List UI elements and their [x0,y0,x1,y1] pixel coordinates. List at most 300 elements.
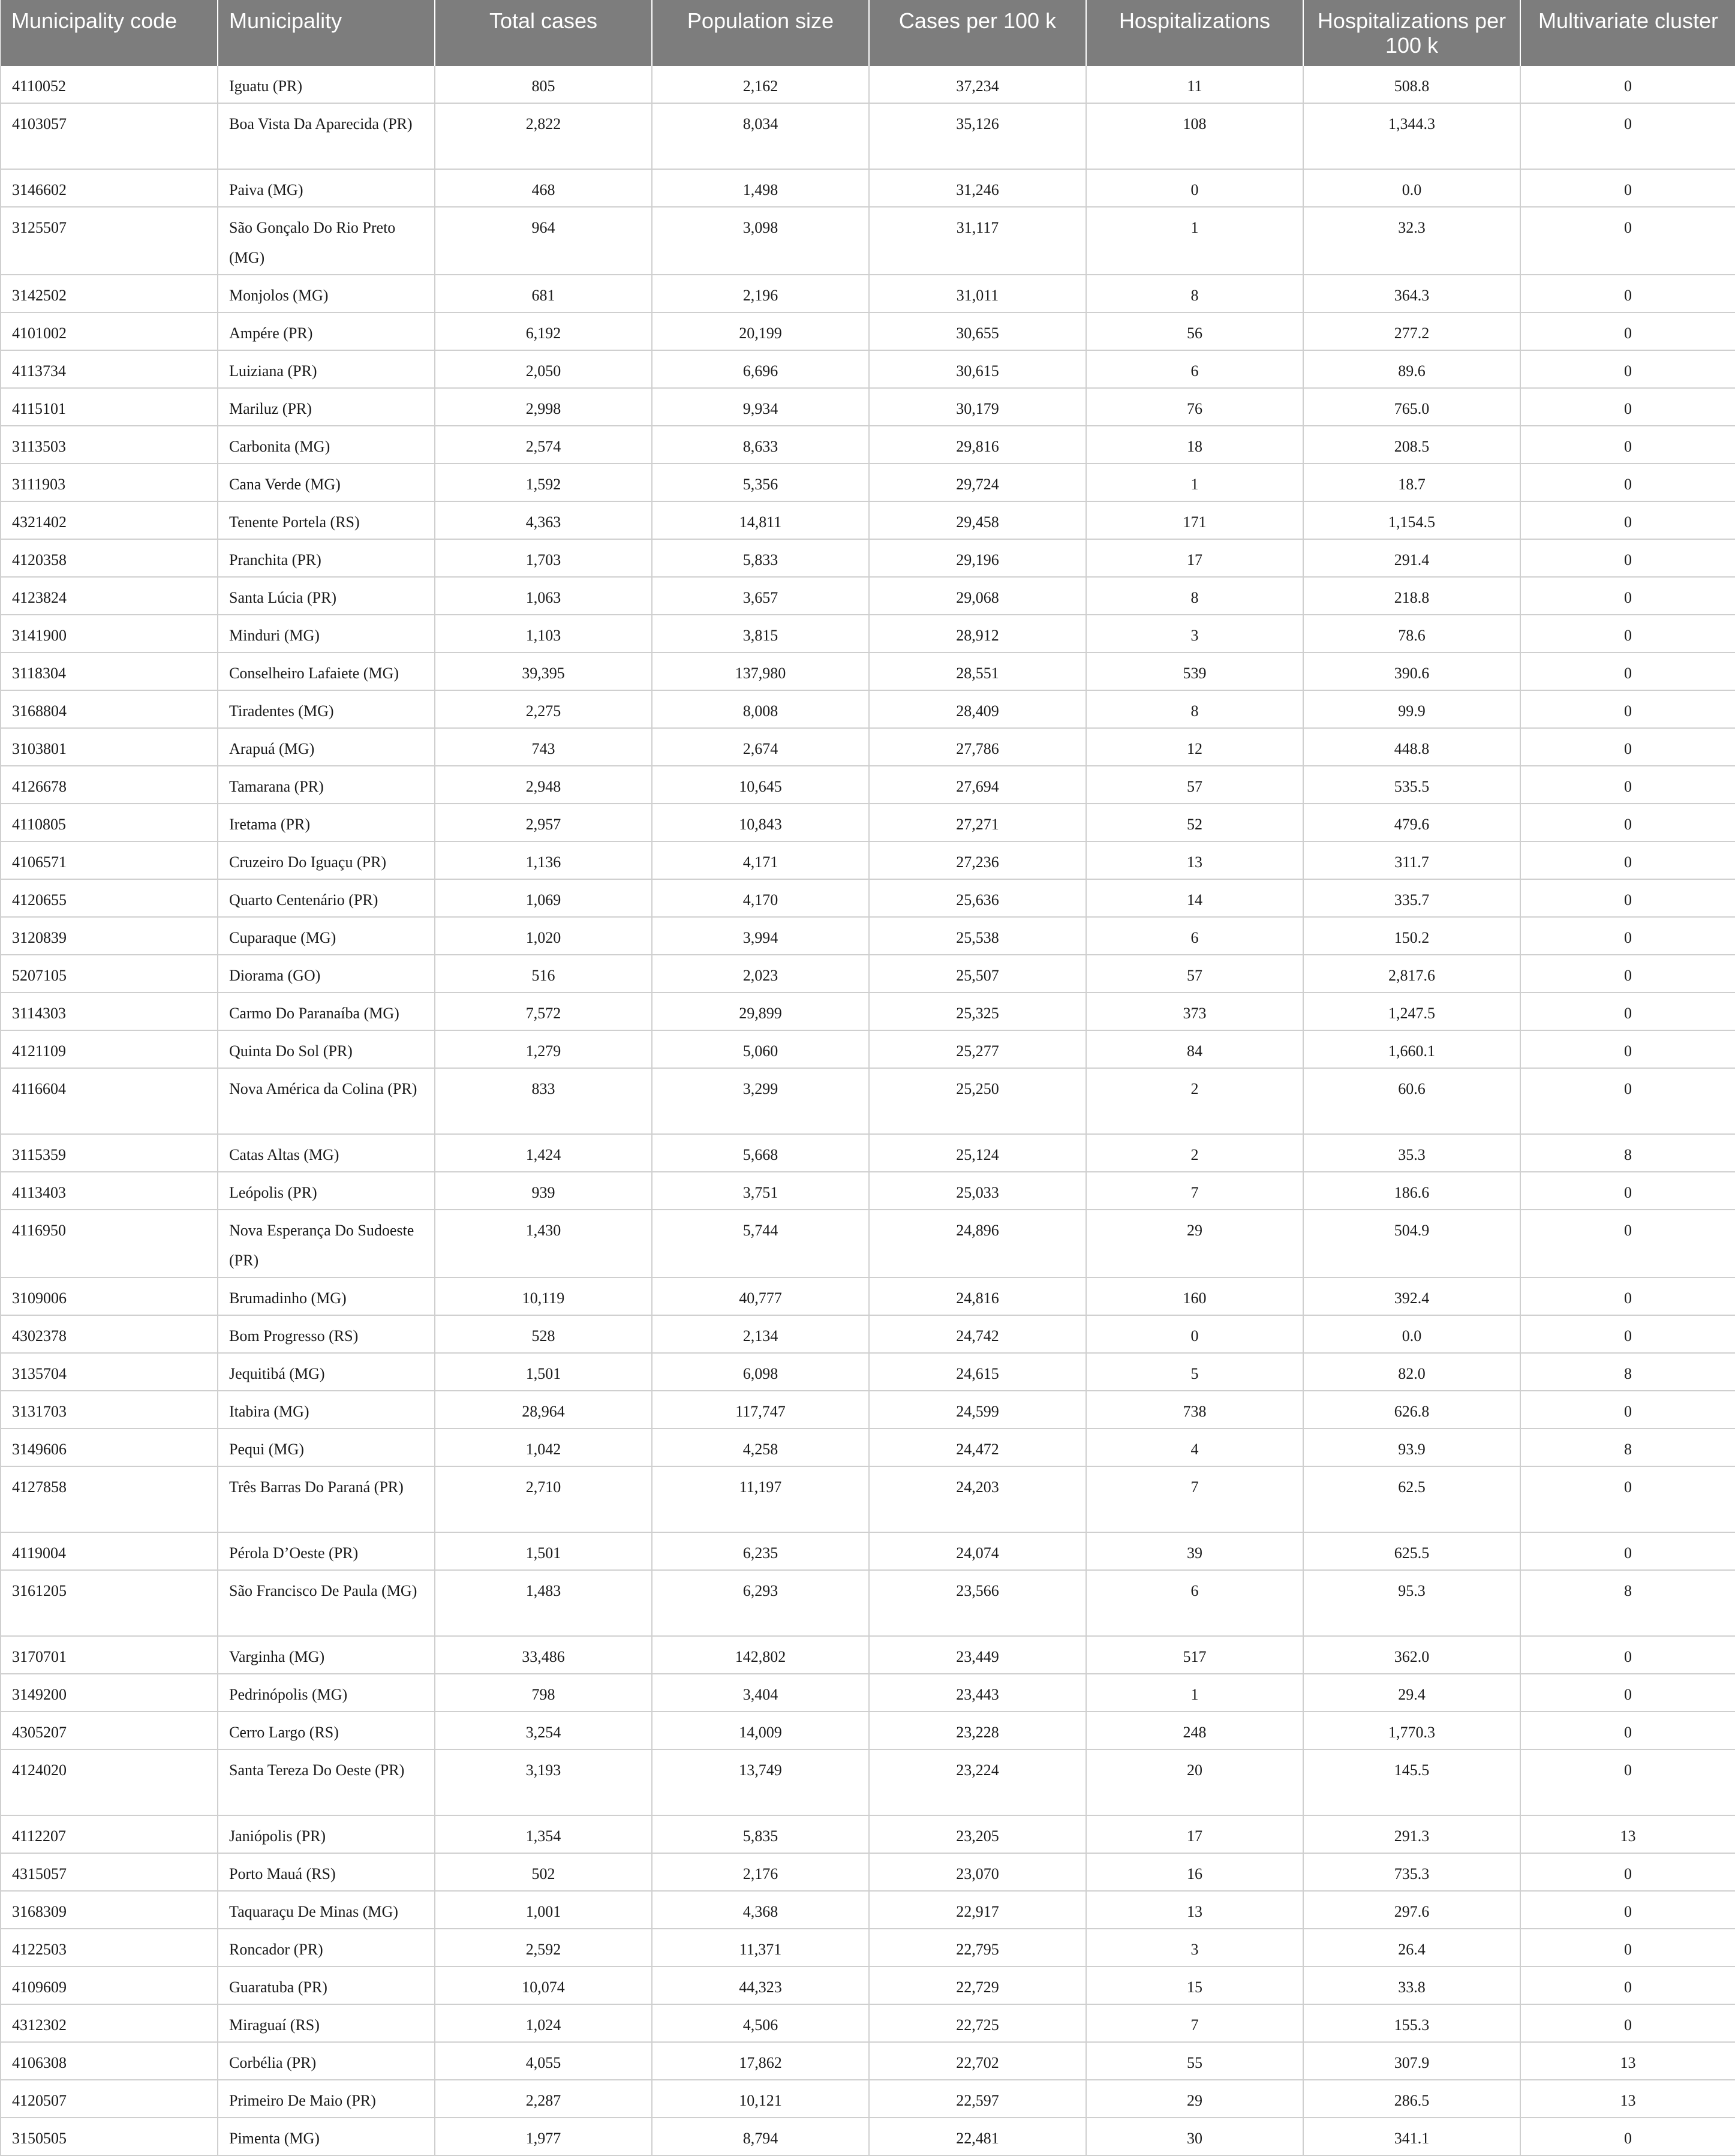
hospitalizations-cell: 11 [1086,66,1303,103]
hospitalizations-per-100k-cell: 99.9 [1303,690,1520,728]
multivariate-cluster-cell: 0 [1520,501,1735,539]
table-row [1,464,1735,501]
hospitalizations-per-100k-cell: 186.6 [1303,1172,1520,1210]
total-cases-cell: 2,957 [435,804,652,841]
cases-per-100k-cell: 22,917 [869,1891,1086,1929]
municipality-cell: Nova Esperança Do Sudoeste (PR) [218,1210,435,1277]
hospitalizations-cell: 2 [1086,1134,1303,1172]
multivariate-cluster-cell: 0 [1520,103,1735,169]
multivariate-cluster-cell: 0 [1520,350,1735,388]
cases-per-100k-cell: 31,246 [869,169,1086,207]
cases-per-100k-cell: 30,179 [869,388,1086,426]
population-size-cell: 6,293 [652,1570,869,1636]
cases-per-100k-cell: 23,566 [869,1570,1086,1636]
cases-per-100k-cell: 23,205 [869,1815,1086,1853]
municipality-code-cell: 3113503 [1,426,218,464]
multivariate-cluster-cell: 0 [1520,207,1735,275]
hospitalizations-cell: 539 [1086,652,1303,690]
hospitalizations-cell: 517 [1086,1636,1303,1674]
table-row [1,2080,1735,2118]
municipality-cell: Boa Vista Da Aparecida (PR) [218,103,435,169]
municipality-cell: Ampére (PR) [218,312,435,350]
population-size-cell: 40,777 [652,1277,869,1315]
multivariate-cluster-cell: 0 [1520,1315,1735,1353]
municipality-code-cell: 3135704 [1,1353,218,1391]
hospitalizations-cell: 15 [1086,1966,1303,2004]
hospitalizations-per-100k-cell: 335.7 [1303,879,1520,917]
total-cases-cell: 2,287 [435,2080,652,2118]
multivariate-cluster-cell: 0 [1520,728,1735,766]
hospitalizations-cell: 20 [1086,1749,1303,1815]
total-cases-cell: 1,063 [435,577,652,615]
header-municipality-code: Municipality code [1,0,218,66]
municipality-code-cell: 4305207 [1,1712,218,1749]
multivariate-cluster-cell: 0 [1520,1030,1735,1068]
total-cases-cell: 39,395 [435,652,652,690]
municipality-code-cell: 4302378 [1,1315,218,1353]
population-size-cell: 4,368 [652,1891,869,1929]
table-row [1,879,1735,917]
hospitalizations-per-100k-cell: 35.3 [1303,1134,1520,1172]
total-cases-cell: 2,275 [435,690,652,728]
hospitalizations-per-100k-cell: 60.6 [1303,1068,1520,1134]
total-cases-cell: 516 [435,955,652,993]
table-row [1,1391,1735,1429]
municipality-code-cell: 3141900 [1,615,218,652]
header-row [1,0,1735,66]
hospitalizations-cell: 160 [1086,1277,1303,1315]
total-cases-cell: 1,024 [435,2004,652,2042]
population-size-cell: 6,098 [652,1353,869,1391]
municipality-cell: Minduri (MG) [218,615,435,652]
cases-per-100k-cell: 25,538 [869,917,1086,955]
municipality-code-cell: 4106571 [1,841,218,879]
hospitalizations-cell: 57 [1086,766,1303,804]
table-header [1,0,1735,66]
hospitalizations-per-100k-cell: 307.9 [1303,2042,1520,2080]
population-size-cell: 10,121 [652,2080,869,2118]
population-size-cell: 11,197 [652,1466,869,1532]
table-row [1,1172,1735,1210]
municipality-code-cell: 4110805 [1,804,218,841]
total-cases-cell: 28,964 [435,1391,652,1429]
hospitalizations-cell: 3 [1086,1929,1303,1966]
table-row [1,1674,1735,1712]
hospitalizations-per-100k-cell: 504.9 [1303,1210,1520,1277]
cases-per-100k-cell: 23,443 [869,1674,1086,1712]
multivariate-cluster-cell: 13 [1520,2042,1735,2080]
multivariate-cluster-cell: 0 [1520,1891,1735,1929]
table-row [1,728,1735,766]
cases-per-100k-cell: 31,117 [869,207,1086,275]
municipality-cell: Iguatu (PR) [218,66,435,103]
multivariate-cluster-cell: 0 [1520,312,1735,350]
total-cases-cell: 502 [435,1853,652,1891]
hospitalizations-per-100k-cell: 0.0 [1303,169,1520,207]
municipality-code-cell: 4127858 [1,1466,218,1532]
municipality-code-cell: 3170701 [1,1636,218,1674]
multivariate-cluster-cell: 0 [1520,766,1735,804]
table-body [1,66,1735,2155]
total-cases-cell: 2,574 [435,426,652,464]
population-size-cell: 14,811 [652,501,869,539]
municipality-code-cell: 4115101 [1,388,218,426]
hospitalizations-cell: 30 [1086,2118,1303,2155]
multivariate-cluster-cell: 0 [1520,2004,1735,2042]
header-hospitalizations: Hospitalizations [1086,0,1303,66]
municipality-cell: Bom Progresso (RS) [218,1315,435,1353]
total-cases-cell: 33,486 [435,1636,652,1674]
total-cases-cell: 6,192 [435,312,652,350]
municipality-cell: Catas Altas (MG) [218,1134,435,1172]
total-cases-cell: 2,822 [435,103,652,169]
multivariate-cluster-cell: 0 [1520,1068,1735,1134]
hospitalizations-cell: 52 [1086,804,1303,841]
total-cases-cell: 1,703 [435,539,652,577]
cases-per-100k-cell: 22,725 [869,2004,1086,2042]
population-size-cell: 5,060 [652,1030,869,1068]
hospitalizations-cell: 4 [1086,1429,1303,1466]
hospitalizations-cell: 56 [1086,312,1303,350]
table-row [1,1929,1735,1966]
table-row [1,2042,1735,2080]
total-cases-cell: 4,055 [435,2042,652,2080]
hospitalizations-per-100k-cell: 364.3 [1303,275,1520,312]
hospitalizations-per-100k-cell: 277.2 [1303,312,1520,350]
population-size-cell: 8,794 [652,2118,869,2155]
hospitalizations-per-100k-cell: 29.4 [1303,1674,1520,1712]
hospitalizations-per-100k-cell: 145.5 [1303,1749,1520,1815]
population-size-cell: 4,171 [652,841,869,879]
hospitalizations-cell: 18 [1086,426,1303,464]
population-size-cell: 1,498 [652,169,869,207]
population-size-cell: 8,008 [652,690,869,728]
total-cases-cell: 1,069 [435,879,652,917]
municipality-code-cell: 4112207 [1,1815,218,1853]
hospitalizations-per-100k-cell: 93.9 [1303,1429,1520,1466]
cases-per-100k-cell: 24,816 [869,1277,1086,1315]
table-row [1,275,1735,312]
hospitalizations-cell: 171 [1086,501,1303,539]
municipality-cell: Quinta Do Sol (PR) [218,1030,435,1068]
multivariate-cluster-cell: 0 [1520,1532,1735,1570]
cases-per-100k-cell: 23,070 [869,1853,1086,1891]
municipality-cell: Corbélia (PR) [218,2042,435,2080]
multivariate-cluster-cell: 0 [1520,2118,1735,2155]
municipality-code-cell: 3111903 [1,464,218,501]
population-size-cell: 10,645 [652,766,869,804]
multivariate-cluster-cell: 0 [1520,464,1735,501]
header-hospitalizations-per-100k: Hospitalizations per 100 k [1303,0,1520,66]
hospitalizations-cell: 14 [1086,879,1303,917]
hospitalizations-per-100k-cell: 1,770.3 [1303,1712,1520,1749]
cases-per-100k-cell: 29,068 [869,577,1086,615]
multivariate-cluster-cell: 0 [1520,577,1735,615]
table-row [1,350,1735,388]
hospitalizations-cell: 57 [1086,955,1303,993]
hospitalizations-per-100k-cell: 218.8 [1303,577,1520,615]
cases-per-100k-cell: 29,196 [869,539,1086,577]
hospitalizations-per-100k-cell: 625.5 [1303,1532,1520,1570]
hospitalizations-cell: 76 [1086,388,1303,426]
cases-per-100k-cell: 22,795 [869,1929,1086,1966]
population-size-cell: 4,170 [652,879,869,917]
total-cases-cell: 1,977 [435,2118,652,2155]
municipality-code-cell: 3120839 [1,917,218,955]
multivariate-cluster-cell: 0 [1520,426,1735,464]
total-cases-cell: 3,193 [435,1749,652,1815]
municipality-cell: Cuparaque (MG) [218,917,435,955]
hospitalizations-per-100k-cell: 155.3 [1303,2004,1520,2042]
multivariate-cluster-cell: 8 [1520,1353,1735,1391]
total-cases-cell: 2,948 [435,766,652,804]
municipality-code-cell: 4116604 [1,1068,218,1134]
municipality-code-cell: 4120655 [1,879,218,917]
multivariate-cluster-cell: 0 [1520,615,1735,652]
multivariate-cluster-cell: 0 [1520,1749,1735,1815]
hospitalizations-cell: 13 [1086,1891,1303,1929]
municipality-code-cell: 4124020 [1,1749,218,1815]
hospitalizations-per-100k-cell: 362.0 [1303,1636,1520,1674]
population-size-cell: 3,815 [652,615,869,652]
municipality-code-cell: 3115359 [1,1134,218,1172]
table-row [1,1353,1735,1391]
cases-per-100k-cell: 28,912 [869,615,1086,652]
header-multivariate-cluster: Multivariate cluster [1520,0,1735,66]
multivariate-cluster-cell: 0 [1520,1929,1735,1966]
municipality-cell: Tamarana (PR) [218,766,435,804]
table-row [1,1030,1735,1068]
total-cases-cell: 805 [435,66,652,103]
cases-per-100k-cell: 22,597 [869,2080,1086,2118]
municipality-code-cell: 3125507 [1,207,218,275]
table-row [1,917,1735,955]
population-size-cell: 2,023 [652,955,869,993]
total-cases-cell: 2,592 [435,1929,652,1966]
cases-per-100k-cell: 35,126 [869,103,1086,169]
multivariate-cluster-cell: 0 [1520,1966,1735,2004]
total-cases-cell: 1,279 [435,1030,652,1068]
municipality-code-cell: 4113403 [1,1172,218,1210]
hospitalizations-cell: 12 [1086,728,1303,766]
hospitalizations-cell: 17 [1086,1815,1303,1853]
header-population-size: Population size [652,0,869,66]
hospitalizations-cell: 84 [1086,1030,1303,1068]
total-cases-cell: 939 [435,1172,652,1210]
cases-per-100k-cell: 29,458 [869,501,1086,539]
hospitalizations-cell: 2 [1086,1068,1303,1134]
municipality-cell: Tiradentes (MG) [218,690,435,728]
cases-per-100k-cell: 24,472 [869,1429,1086,1466]
hospitalizations-per-100k-cell: 297.6 [1303,1891,1520,1929]
hospitalizations-cell: 29 [1086,2080,1303,2118]
cases-per-100k-cell: 27,786 [869,728,1086,766]
hospitalizations-cell: 6 [1086,1570,1303,1636]
hospitalizations-cell: 248 [1086,1712,1303,1749]
table-row [1,1853,1735,1891]
cases-per-100k-cell: 28,551 [869,652,1086,690]
municipality-code-cell: 3118304 [1,652,218,690]
table-row [1,804,1735,841]
cases-per-100k-cell: 25,325 [869,993,1086,1030]
total-cases-cell: 1,501 [435,1353,652,1391]
municipality-cell: Mariluz (PR) [218,388,435,426]
municipality-code-cell: 4109609 [1,1966,218,2004]
cases-per-100k-cell: 24,742 [869,1315,1086,1353]
multivariate-cluster-cell: 0 [1520,804,1735,841]
hospitalizations-cell: 13 [1086,841,1303,879]
hospitalizations-cell: 16 [1086,1853,1303,1891]
table-row [1,1210,1735,1277]
municipality-code-cell: 3149606 [1,1429,218,1466]
municipality-code-cell: 3103801 [1,728,218,766]
hospitalizations-per-100k-cell: 0.0 [1303,1315,1520,1353]
municipality-cell: São Gonçalo Do Rio Preto (MG) [218,207,435,275]
table-row [1,1466,1735,1532]
municipality-cell: Carbonita (MG) [218,426,435,464]
table-row [1,577,1735,615]
header-total-cases: Total cases [435,0,652,66]
hospitalizations-per-100k-cell: 2,817.6 [1303,955,1520,993]
municipality-cell: Monjolos (MG) [218,275,435,312]
cases-per-100k-cell: 31,011 [869,275,1086,312]
cases-per-100k-cell: 22,729 [869,1966,1086,2004]
multivariate-cluster-cell: 8 [1520,1134,1735,1172]
header-municipality: Municipality [218,0,435,66]
table-row [1,207,1735,275]
population-size-cell: 2,196 [652,275,869,312]
table-row [1,501,1735,539]
population-size-cell: 117,747 [652,1391,869,1429]
multivariate-cluster-cell: 0 [1520,66,1735,103]
municipality-code-cell: 3146602 [1,169,218,207]
hospitalizations-per-100k-cell: 82.0 [1303,1353,1520,1391]
population-size-cell: 2,176 [652,1853,869,1891]
hospitalizations-per-100k-cell: 390.6 [1303,652,1520,690]
multivariate-cluster-cell: 0 [1520,879,1735,917]
total-cases-cell: 1,592 [435,464,652,501]
hospitalizations-cell: 39 [1086,1532,1303,1570]
table-row [1,1570,1735,1636]
cases-per-100k-cell: 29,724 [869,464,1086,501]
hospitalizations-cell: 8 [1086,275,1303,312]
total-cases-cell: 528 [435,1315,652,1353]
cases-per-100k-cell: 30,655 [869,312,1086,350]
total-cases-cell: 1,430 [435,1210,652,1277]
hospitalizations-cell: 373 [1086,993,1303,1030]
table-row [1,312,1735,350]
multivariate-cluster-cell: 0 [1520,1277,1735,1315]
cases-per-100k-cell: 23,228 [869,1712,1086,1749]
hospitalizations-per-100k-cell: 18.7 [1303,464,1520,501]
population-size-cell: 9,934 [652,388,869,426]
population-size-cell: 5,668 [652,1134,869,1172]
hospitalizations-cell: 0 [1086,169,1303,207]
population-size-cell: 14,009 [652,1712,869,1749]
hospitalizations-per-100k-cell: 78.6 [1303,615,1520,652]
municipality-code-cell: 4312302 [1,2004,218,2042]
hospitalizations-per-100k-cell: 626.8 [1303,1391,1520,1429]
population-size-cell: 6,235 [652,1532,869,1570]
hospitalizations-cell: 3 [1086,615,1303,652]
population-size-cell: 6,696 [652,350,869,388]
total-cases-cell: 1,483 [435,1570,652,1636]
multivariate-cluster-cell: 0 [1520,1853,1735,1891]
total-cases-cell: 1,103 [435,615,652,652]
municipality-cell: Guaratuba (PR) [218,1966,435,2004]
municipality-code-cell: 4120507 [1,2080,218,2118]
hospitalizations-cell: 17 [1086,539,1303,577]
table-row [1,1815,1735,1853]
total-cases-cell: 1,020 [435,917,652,955]
municipality-code-cell: 4120358 [1,539,218,577]
total-cases-cell: 2,998 [435,388,652,426]
hospitalizations-per-100k-cell: 535.5 [1303,766,1520,804]
hospitalizations-per-100k-cell: 1,154.5 [1303,501,1520,539]
table-row [1,1636,1735,1674]
cases-per-100k-cell: 24,203 [869,1466,1086,1532]
hospitalizations-cell: 8 [1086,577,1303,615]
hospitalizations-cell: 7 [1086,1172,1303,1210]
municipality-cell: Carmo Do Paranaíba (MG) [218,993,435,1030]
population-size-cell: 137,980 [652,652,869,690]
population-size-cell: 3,994 [652,917,869,955]
table-row [1,388,1735,426]
population-size-cell: 4,506 [652,2004,869,2042]
municipality-cell: Cruzeiro Do Iguaçu (PR) [218,841,435,879]
total-cases-cell: 468 [435,169,652,207]
multivariate-cluster-cell: 0 [1520,1210,1735,1277]
hospitalizations-per-100k-cell: 95.3 [1303,1570,1520,1636]
total-cases-cell: 2,050 [435,350,652,388]
cases-per-100k-cell: 25,033 [869,1172,1086,1210]
municipality-code-cell: 3131703 [1,1391,218,1429]
population-size-cell: 20,199 [652,312,869,350]
municipality-cell: Pedrinópolis (MG) [218,1674,435,1712]
cases-per-100k-cell: 24,599 [869,1391,1086,1429]
population-size-cell: 10,843 [652,804,869,841]
hospitalizations-cell: 8 [1086,690,1303,728]
municipality-code-cell: 4315057 [1,1853,218,1891]
cases-per-100k-cell: 25,636 [869,879,1086,917]
total-cases-cell: 1,001 [435,1891,652,1929]
multivariate-cluster-cell: 8 [1520,1570,1735,1636]
total-cases-cell: 798 [435,1674,652,1712]
total-cases-cell: 743 [435,728,652,766]
municipality-code-cell: 4101002 [1,312,218,350]
table-row [1,1966,1735,2004]
total-cases-cell: 10,074 [435,1966,652,2004]
cases-per-100k-cell: 22,702 [869,2042,1086,2080]
multivariate-cluster-cell: 0 [1520,1712,1735,1749]
cases-per-100k-cell: 27,236 [869,841,1086,879]
municipality-cell: Pérola D’Oeste (PR) [218,1532,435,1570]
hospitalizations-cell: 29 [1086,1210,1303,1277]
total-cases-cell: 7,572 [435,993,652,1030]
cases-per-100k-cell: 24,896 [869,1210,1086,1277]
hospitalizations-per-100k-cell: 208.5 [1303,426,1520,464]
table-row [1,1134,1735,1172]
hospitalizations-per-100k-cell: 392.4 [1303,1277,1520,1315]
table-row [1,1429,1735,1466]
cases-per-100k-cell: 25,124 [869,1134,1086,1172]
multivariate-cluster-cell: 0 [1520,917,1735,955]
hospitalizations-cell: 7 [1086,1466,1303,1532]
total-cases-cell: 1,424 [435,1134,652,1172]
hospitalizations-cell: 6 [1086,350,1303,388]
total-cases-cell: 1,501 [435,1532,652,1570]
hospitalizations-cell: 5 [1086,1353,1303,1391]
